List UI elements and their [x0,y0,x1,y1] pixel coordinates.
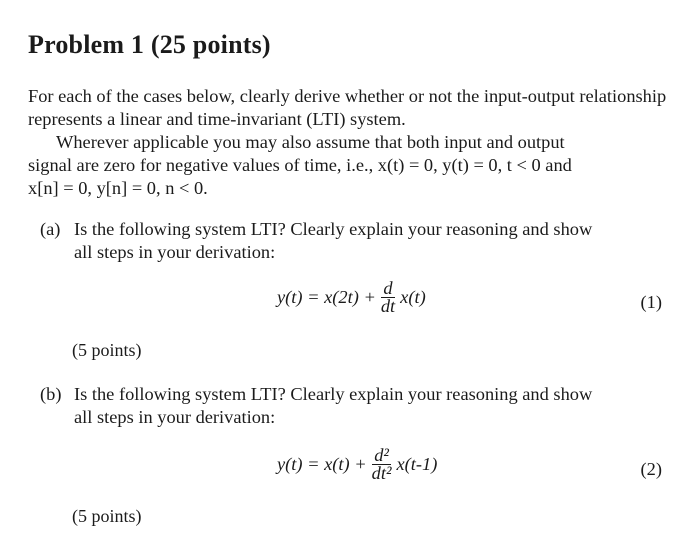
equation-1-rhs: x(t) [400,287,426,307]
assumption-paragraph [28,131,668,200]
part-b-points: (5 points) [72,506,142,526]
part-b [40,383,665,429]
equation-2-rhs: x(t-1) [396,454,438,474]
equation-1-number: (1) [640,292,662,312]
part-b-question-line-1: Is the following system LTI? Clearly explain your reasoning and show [74,384,593,404]
equation-2-number: (2) [640,459,662,479]
part-b-question-line-2: all steps in your derivation: [74,407,276,427]
equation-2-frac-den: dt² [371,463,392,483]
equation-1-derivative [379,280,397,315]
intro-paragraph: For each of the cases below, clearly derive whether or not the input-output relationship represents a linear and time-invariant (LTI) system. [28,86,667,129]
assumption-line-2: signal are zero for negative values of time, i.e., x(t) = 0, y(t) = 0, t < 0 and [28,155,572,175]
part-b-label: (b) [40,384,62,404]
equation-2-frac-num: d² [374,445,389,465]
assumption-line-3: x[n] = 0, y[n] = 0, n < 0. [28,178,208,198]
part-a-label: (a) [40,219,61,239]
equation-1 [277,280,426,315]
equation-2-lhs: y(t) = x(t) + [277,454,367,474]
part-a-question-line-2: all steps in your derivation: [74,242,276,262]
part-a-points: (5 points) [72,340,142,360]
equation-1-lhs: y(t) = x(2t) + [277,287,376,307]
assumption-line-1: Wherever applicable you may also assume that both input and output [56,132,565,152]
part-a-question-line-1: Is the following system LTI? Clearly explain your reasoning and show [74,219,593,239]
equation-1-frac-num: d [383,278,393,298]
part-a [40,218,665,264]
problem-title: Problem 1 (25 points) [28,30,271,59]
equation-1-frac-den: dt [380,296,396,316]
equation-2 [277,447,437,482]
equation-2-derivative [370,447,394,482]
